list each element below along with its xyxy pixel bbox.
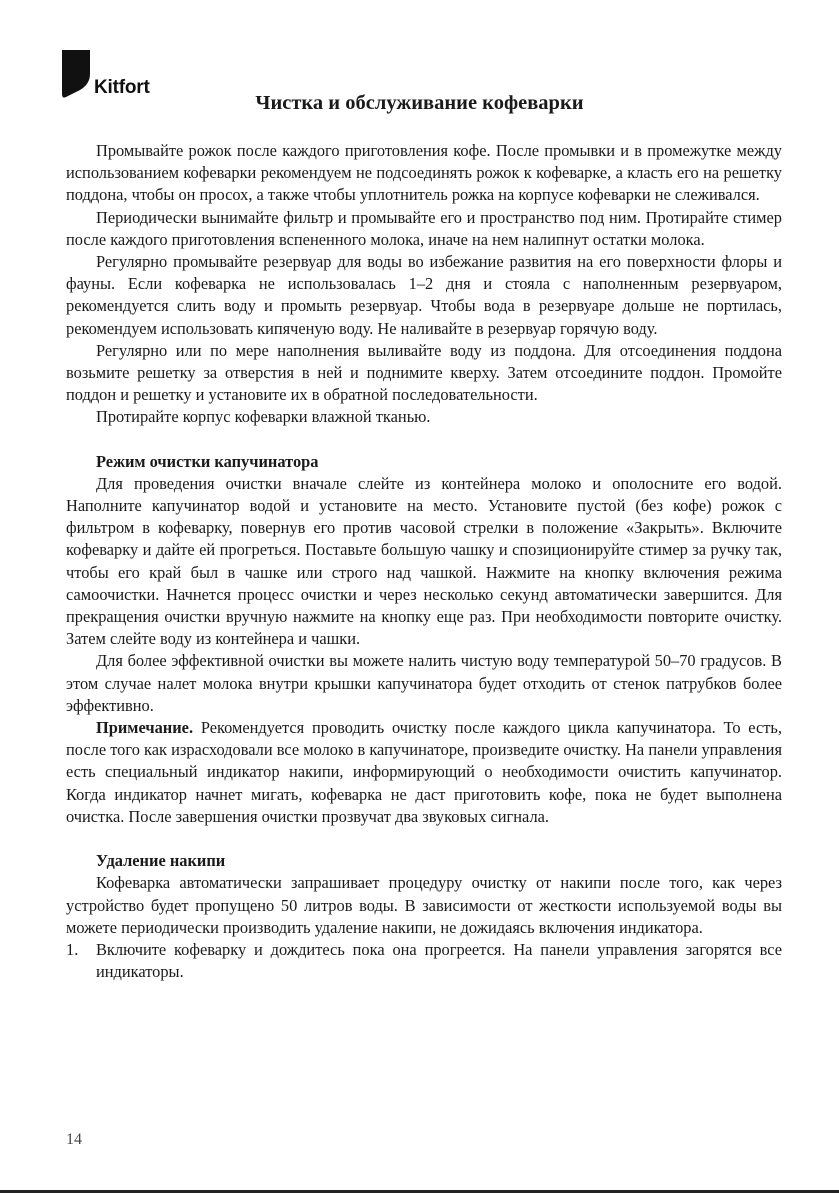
page-content: [66, 140, 782, 983]
paragraph: Протирайте корпус кофеварки влажной тканью.: [96, 407, 431, 427]
paragraph: Кофеварка автоматически запрашивает процедуру очистку от накипи после того, как через устройство будет пропущено 50 литров воды. В зависимости от жесткости используемой воды вы можете периодически производить удаление накипи, не дожидаясь включения индикатора.: [66, 873, 782, 937]
note-paragraph: [66, 717, 782, 828]
section-heading: Удаление накипи: [96, 851, 226, 871]
page-title: Чистка и обслуживание кофеварки: [255, 92, 584, 114]
paragraph: Для более эффективной очистки вы можете налить чистую воду температурой 50–70 градусов. В этом случае налет молока внутри крышки капучинатора будет отходить от стенок патрубков более эффективно.: [66, 651, 782, 715]
paragraph: Для проведения очистки вначале слейте из контейнера молоко и ополосните его водой. Наполните капучинатор водой и установите на место. Установите пустой (без кофе) рожок с фильтром в кофеварку, повернув его против часовой стрелки в положение «Закрыть». Включите кофеварку и дайте ей прогреться. Поставьте большую чашку и спозиционируйте стимер за ручку так, чтобы его край был в чашке или строго над чашкой. Нажмите на кнопку включения режима самоочистки. Начнется процесс очистки и через несколько секунд автоматически завершится. Для прекращения очистки вручную нажмите на кнопку еще раз. При необходимости повторите очистку. Затем слейте воду из контейнера и чашки.: [66, 473, 782, 649]
list-item: [66, 939, 782, 983]
section-heading: Режим очистки капучинатора: [96, 451, 319, 471]
paragraph: Периодически вынимайте фильтр и промывайте его и пространство под ним. Протирайте стимер после каждого приготовления вспененного молока, иначе на нем налипнут остатки молока.: [66, 207, 782, 249]
cappuccinator-section: [66, 451, 782, 828]
kitfort-logo-icon: [62, 50, 90, 98]
paragraph: Промывайте рожок после каждого приготовления кофе. После промывки и в промежутке между использованием кофеварки рекомендуем не подсоединять рожок к кофеварке, а класть его на решетку поддона, чтобы он просох, а также чтобы уплотнитель рожка на корпусе кофеварки не слеживался.: [66, 141, 782, 205]
page-number: 14: [66, 1131, 82, 1148]
descaling-section: [66, 850, 782, 983]
steps-list: [66, 939, 782, 983]
intro-section: [66, 140, 782, 429]
brand-name: Kitfort: [94, 77, 150, 98]
note-text: Рекомендуется проводить очистку после каждого цикла капучинатора. То есть, после того как израсходовали все молоко в капучинаторе, произведите очистку. На панели управления есть специальный индикатор накипи, информирующий о необходимости очистить капучинатор. Когда индикатор начнет мигать, кофеварка не даст приготовить кофе, пока не будет выполнена очистка. После завершения очистки прозвучат два звуковых сигнала.: [66, 718, 782, 826]
paragraph: Регулярно промывайте резервуар для воды во избежание развития на его поверхности флоры и фауны. Если кофеварка не использовалась 1–2 дня и стояла с наполненным резервуаром, рекомендуется слить воду и промыть резервуар. Чтобы вода в резервуаре дольше не портилась, рекомендуем использовать кипяченую воду. Не наливайте в резервуар горячую воду.: [66, 252, 782, 338]
step-text: Включите кофеварку и дождитесь пока она прогреется. На панели управления загорятся все индикаторы.: [96, 939, 782, 982]
step-number: 1.: [66, 939, 79, 959]
paragraph: Регулярно или по мере наполнения выливайте воду из поддона. Для отсоединения поддона возьмите решетку за отверстия в ней и поднимите кверху. Затем отсоедините поддон. Промойте поддон и решетку и установите их в обратной последовательности.: [66, 340, 782, 405]
note-label: Примечание.: [96, 718, 194, 738]
